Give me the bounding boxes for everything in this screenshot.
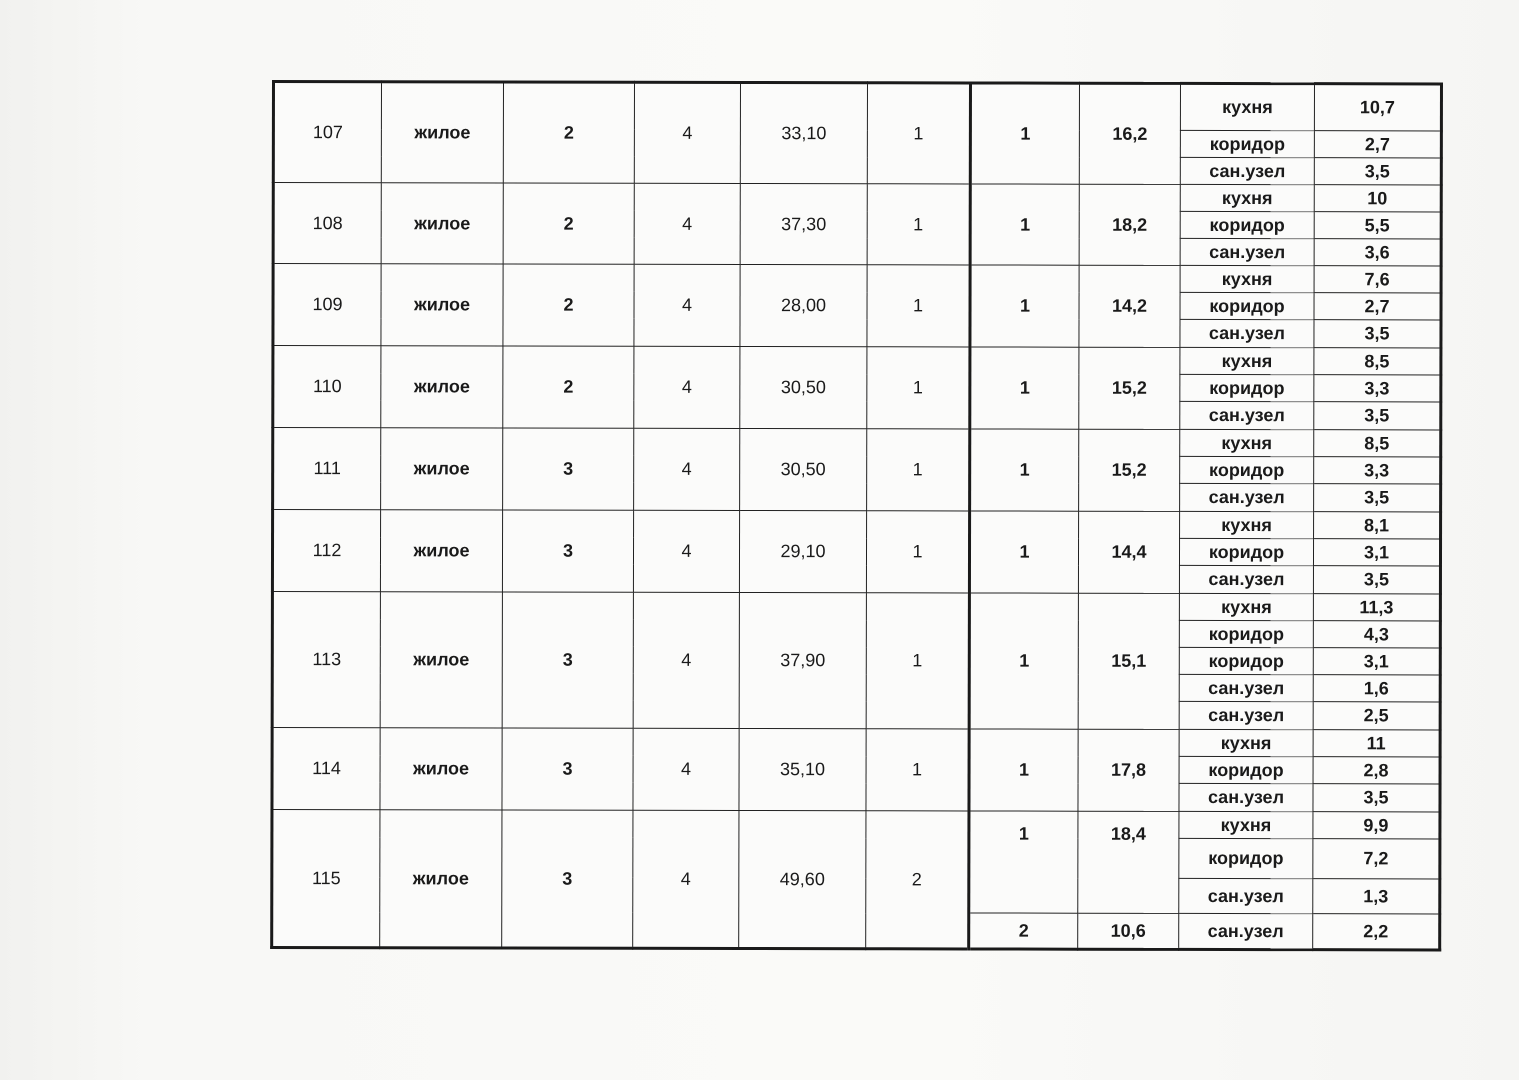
- room-name-cell: коридор: [1179, 756, 1313, 783]
- living-room-area-cell: 17,8: [1078, 729, 1179, 811]
- room-area-cell: 2,7: [1314, 293, 1441, 320]
- total-area-cell: 30,50: [740, 428, 867, 510]
- room-area-cell: 3,6: [1314, 239, 1441, 266]
- room-count-cell: 1: [866, 729, 969, 811]
- room-name-cell: сан.узел: [1180, 157, 1314, 184]
- floor-cell: 3: [502, 810, 633, 948]
- room-area-cell: 3,5: [1314, 484, 1441, 512]
- floor-cell: 3: [503, 428, 634, 510]
- apartment-number-cell: 108: [273, 183, 381, 264]
- column-4-cell: 4: [634, 346, 740, 428]
- room-area-cell: 2,7: [1314, 131, 1441, 158]
- living-room-area-cell: 18,2: [1079, 184, 1180, 265]
- room-name-cell: коридор: [1180, 374, 1314, 401]
- room-area-cell: 7,6: [1314, 266, 1441, 293]
- premises-type-cell: жилое: [381, 428, 503, 510]
- room-count-cell: 1: [866, 511, 969, 593]
- living-room-area-cell: 15,1: [1078, 593, 1179, 729]
- column-4-cell: 4: [633, 810, 739, 948]
- room-count-cell: 1: [867, 184, 970, 265]
- room-name-cell: кухня: [1179, 593, 1313, 620]
- floor-cell: 3: [502, 728, 633, 810]
- premises-type-cell: жилое: [380, 728, 502, 810]
- room-name-cell: коридор: [1180, 211, 1314, 238]
- room-count-cell: 2: [866, 811, 969, 949]
- apartment-number-cell: 110: [273, 346, 381, 428]
- room-name-cell: сан.узел: [1180, 483, 1314, 511]
- room-name-cell: кухня: [1180, 83, 1314, 130]
- apartment-number-cell: 115: [272, 810, 380, 948]
- room-area-cell: 5,5: [1314, 212, 1441, 239]
- table-row: [273, 428, 1441, 457]
- room-area-cell: 8,1: [1314, 512, 1441, 539]
- room-name-cell: сан.узел: [1179, 701, 1313, 729]
- room-area-cell: 10,7: [1314, 84, 1441, 131]
- column-4-cell: 4: [633, 728, 739, 810]
- room-area-cell: 3,1: [1313, 539, 1440, 566]
- room-area-cell: 11,3: [1313, 594, 1440, 621]
- table-row: [273, 264, 1441, 293]
- apartment-number-cell: 111: [273, 428, 381, 510]
- table-row: [273, 183, 1441, 212]
- table-row: [273, 82, 1441, 131]
- floor-cell: 2: [503, 183, 634, 264]
- room-area-cell: 8,5: [1314, 348, 1441, 375]
- room-name-cell: сан.узел: [1180, 238, 1314, 265]
- apartment-number-cell: 113: [272, 592, 380, 728]
- table-row: [273, 346, 1441, 375]
- floor-cell: 3: [502, 592, 633, 728]
- total-area-cell: 29,10: [739, 510, 866, 592]
- room-area-cell: 3,3: [1314, 375, 1441, 402]
- living-room-area-cell: 16,2: [1079, 83, 1180, 184]
- table-row: [272, 592, 1440, 621]
- room-area-cell: 3,5: [1314, 320, 1441, 348]
- living-room-number-cell: 1: [970, 83, 1079, 184]
- floor-cell: 2: [503, 264, 634, 346]
- column-4-cell: 4: [634, 264, 740, 346]
- premises-type-cell: жилое: [381, 82, 503, 183]
- living-room-number-cell: 1: [970, 429, 1079, 511]
- premises-type-cell: жилое: [381, 183, 503, 264]
- room-area-cell: 3,1: [1313, 648, 1440, 675]
- room-area-cell: 2,2: [1313, 914, 1440, 950]
- room-area-cell: 8,5: [1314, 430, 1441, 457]
- apartment-rooms-table: [270, 80, 1443, 951]
- room-name-cell: коридор: [1180, 292, 1314, 319]
- living-room-number-cell: 1: [970, 265, 1079, 347]
- living-room-area-cell: 15,2: [1079, 347, 1180, 429]
- room-area-cell: 10: [1314, 185, 1441, 212]
- premises-type-cell: жилое: [381, 346, 503, 428]
- room-count-cell: 1: [867, 347, 970, 429]
- table-row: [272, 728, 1440, 757]
- document-sheet: [270, 80, 1440, 952]
- room-name-cell: кухня: [1180, 511, 1314, 538]
- room-name-cell: кухня: [1179, 811, 1313, 838]
- room-name-cell: коридор: [1179, 838, 1313, 878]
- premises-type-cell: жилое: [380, 510, 502, 592]
- room-area-cell: 4,3: [1313, 621, 1440, 648]
- table-body: [272, 82, 1442, 950]
- floor-cell: 2: [503, 346, 634, 428]
- room-area-cell: 3,5: [1313, 566, 1440, 594]
- living-room-number-cell: 1: [969, 729, 1078, 811]
- room-name-cell: сан.узел: [1179, 783, 1313, 811]
- column-4-cell: 4: [633, 592, 739, 728]
- room-name-cell: сан.узел: [1179, 913, 1313, 949]
- room-name-cell: кухня: [1180, 347, 1314, 374]
- apartment-number-cell: 109: [273, 264, 381, 346]
- premises-type-cell: жилое: [380, 592, 502, 728]
- room-count-cell: 1: [867, 265, 970, 347]
- living-room-number-cell: 1: [969, 593, 1078, 729]
- room-area-cell: 1,6: [1313, 675, 1440, 702]
- living-room-area-cell: 10,6: [1078, 913, 1179, 949]
- room-area-cell: 11: [1313, 730, 1440, 757]
- table-row: [272, 810, 1440, 839]
- living-room-area-cell: 15,2: [1079, 429, 1180, 511]
- room-name-cell: сан.узел: [1179, 674, 1313, 701]
- room-name-cell: коридор: [1179, 538, 1313, 565]
- room-count-cell: 1: [867, 83, 970, 184]
- floor-cell: 3: [502, 510, 633, 592]
- room-name-cell: сан.узел: [1180, 401, 1314, 429]
- room-name-cell: кухня: [1179, 729, 1313, 756]
- living-room-number-cell: 1: [970, 184, 1079, 265]
- living-room-number-cell: 1: [969, 511, 1078, 593]
- total-area-cell: 33,10: [740, 82, 867, 183]
- table-row: [273, 510, 1441, 539]
- room-name-cell: коридор: [1180, 130, 1314, 157]
- living-room-area-cell: 14,4: [1078, 511, 1179, 593]
- room-name-cell: кухня: [1180, 429, 1314, 456]
- total-area-cell: 37,90: [739, 592, 866, 728]
- premises-type-cell: жилое: [381, 264, 503, 346]
- room-name-cell: сан.узел: [1180, 319, 1314, 347]
- apartment-number-cell: 114: [272, 728, 380, 810]
- total-area-cell: 49,60: [739, 810, 866, 948]
- living-room-number-cell: 1: [969, 811, 1078, 913]
- room-area-cell: 3,5: [1313, 784, 1440, 812]
- premises-type-cell: жилое: [380, 810, 502, 948]
- living-room-number-cell: 2: [969, 913, 1078, 949]
- floor-cell: 2: [503, 82, 634, 183]
- total-area-cell: 35,10: [739, 728, 866, 810]
- column-4-cell: 4: [634, 183, 740, 264]
- room-area-cell: 3,3: [1314, 457, 1441, 484]
- room-name-cell: сан.узел: [1179, 565, 1313, 593]
- room-count-cell: 1: [866, 593, 969, 729]
- column-4-cell: 4: [634, 428, 740, 510]
- room-area-cell: 2,5: [1313, 702, 1440, 730]
- room-area-cell: 1,3: [1313, 879, 1440, 914]
- room-area-cell: 2,8: [1313, 757, 1440, 784]
- room-area-cell: 3,5: [1314, 402, 1441, 430]
- room-area-cell: 7,2: [1313, 839, 1440, 879]
- room-name-cell: кухня: [1180, 184, 1314, 211]
- living-room-number-cell: 1: [970, 347, 1079, 429]
- total-area-cell: 28,00: [740, 264, 867, 346]
- room-name-cell: сан.узел: [1179, 878, 1313, 913]
- total-area-cell: 37,30: [740, 183, 867, 264]
- total-area-cell: 30,50: [740, 346, 867, 428]
- column-4-cell: 4: [634, 82, 740, 183]
- room-area-cell: 9,9: [1313, 812, 1440, 839]
- living-room-area-cell: 14,2: [1079, 265, 1180, 347]
- living-room-area-cell: 18,4: [1078, 811, 1179, 913]
- room-count-cell: 1: [867, 429, 970, 511]
- room-name-cell: коридор: [1179, 647, 1313, 674]
- column-4-cell: 4: [633, 510, 739, 592]
- room-name-cell: кухня: [1180, 265, 1314, 292]
- apartment-number-cell: 107: [273, 82, 381, 183]
- room-name-cell: коридор: [1180, 456, 1314, 483]
- apartment-number-cell: 112: [272, 510, 380, 592]
- room-area-cell: 3,5: [1314, 158, 1441, 185]
- room-name-cell: коридор: [1179, 620, 1313, 647]
